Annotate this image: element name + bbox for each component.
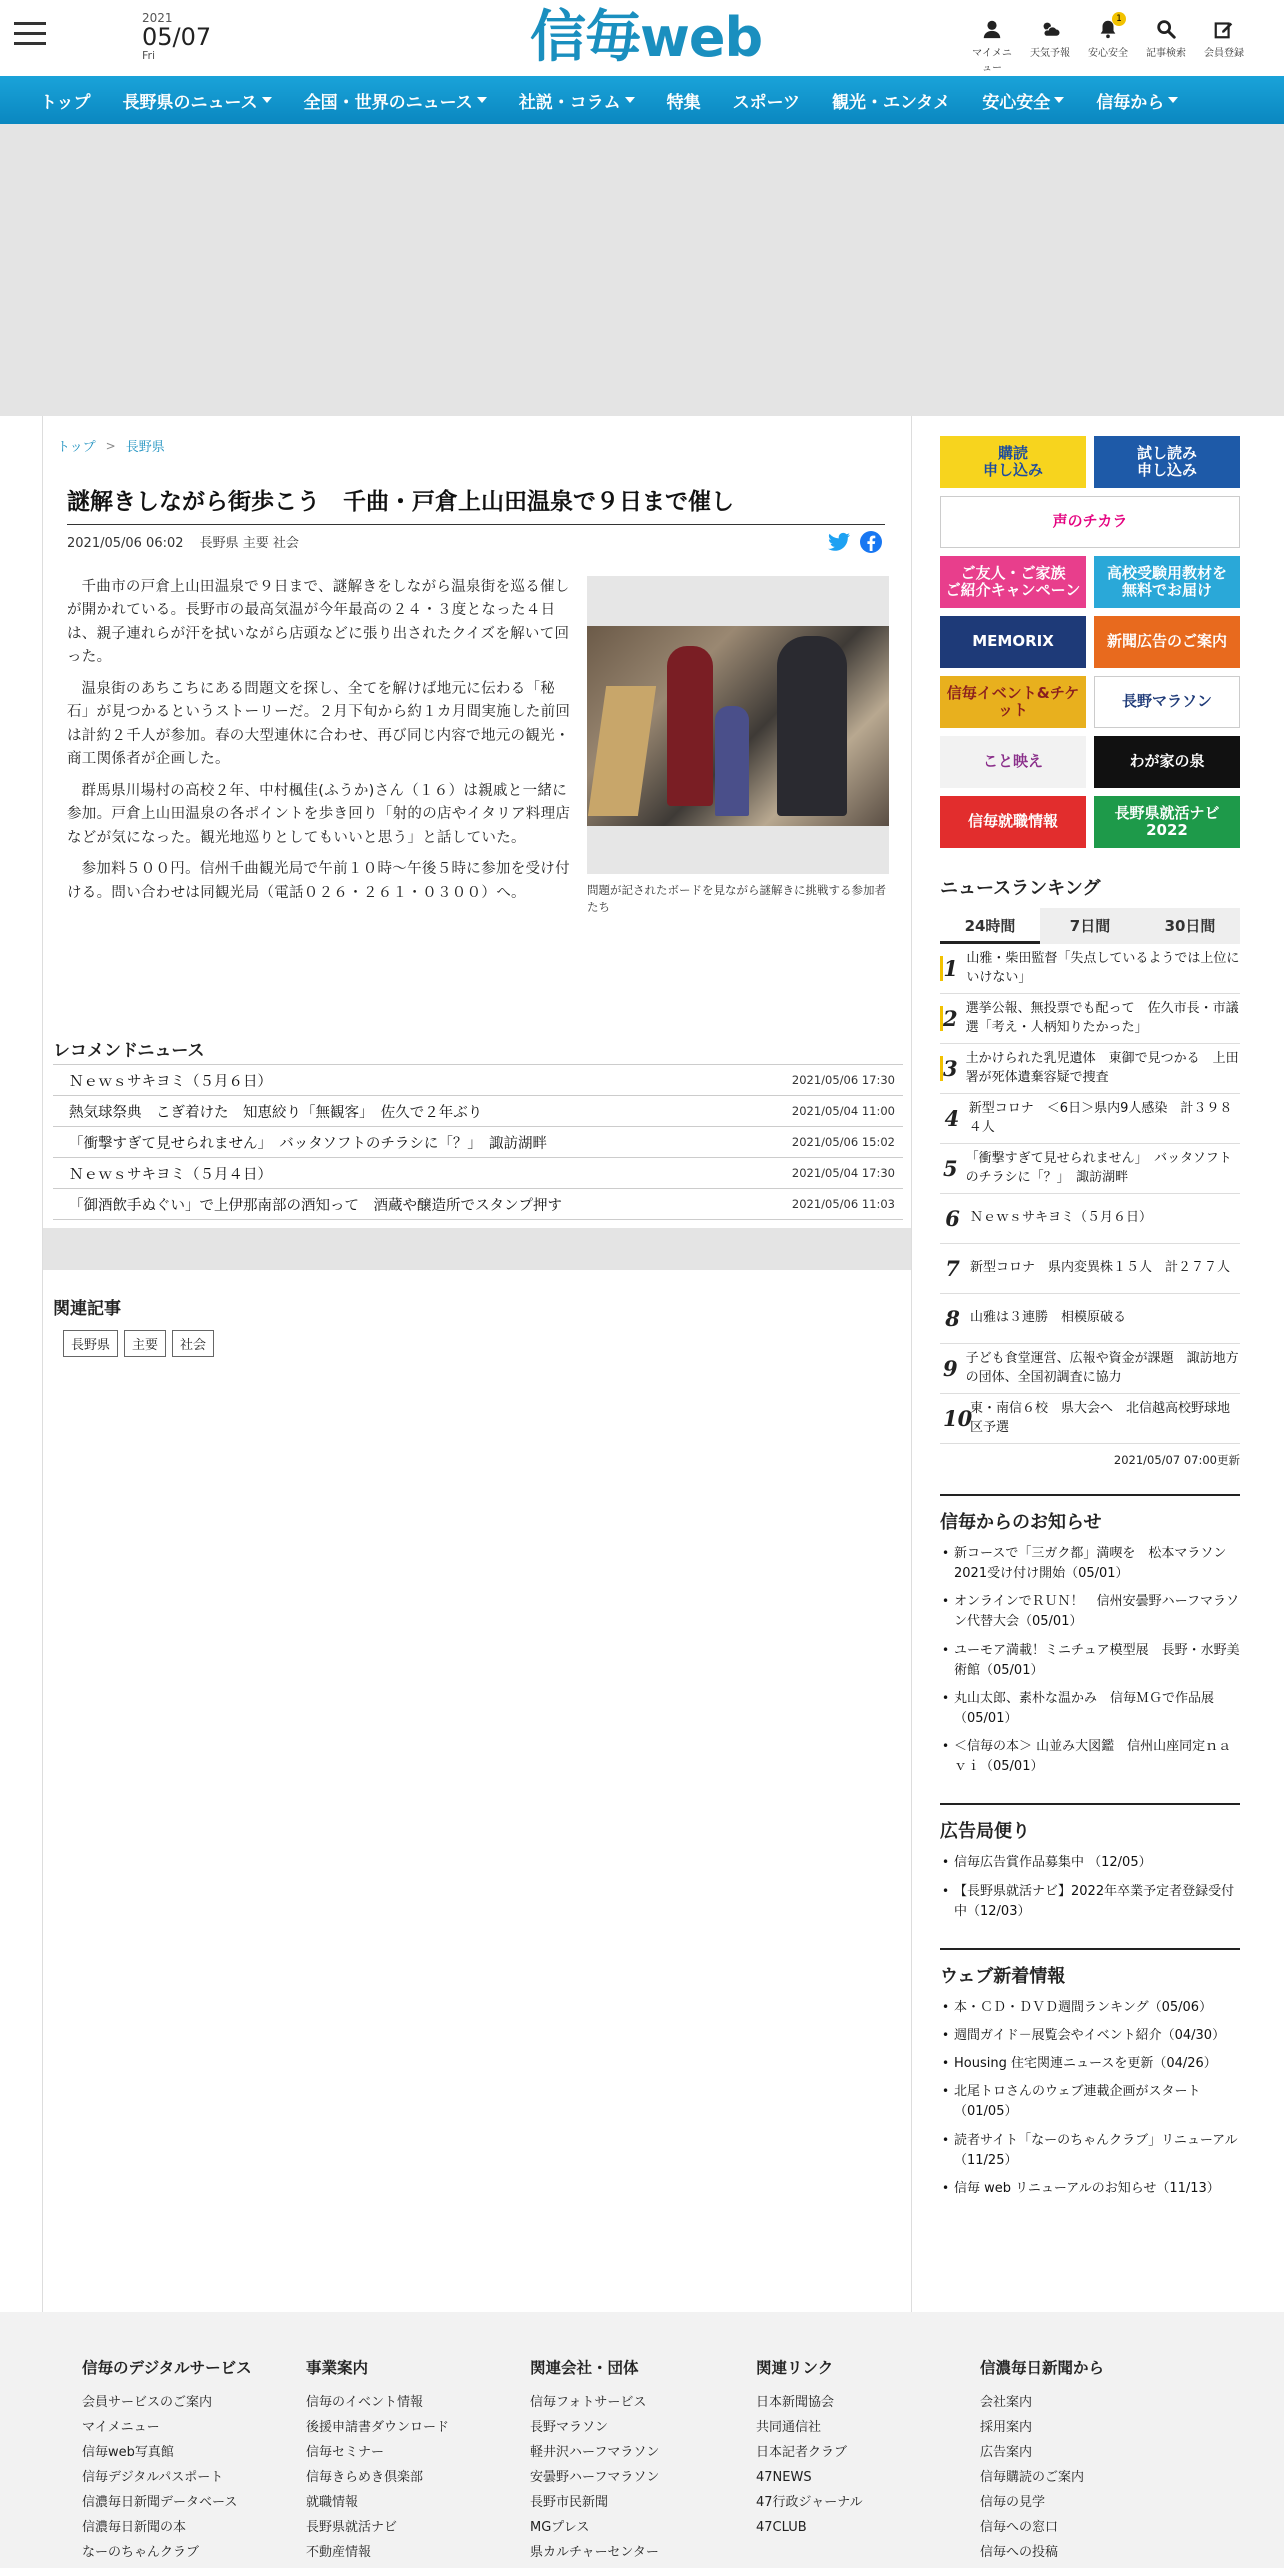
ranking-list [940, 944, 1240, 1444]
site-logo[interactable] [530, 4, 762, 71]
footer-heading: 信濃毎日新聞から [980, 2359, 1105, 2377]
recommend-item[interactable]: 熱気球祭典 こぎ着けた 知恵絞り「無観客」 佐久で２年ぶり 2021/05/04 11:00 [53, 1096, 903, 1127]
chevron-down-icon [1168, 97, 1178, 103]
article-datetime: 2021/05/06 06:02 [67, 536, 184, 551]
footer-link[interactable]: なーのちゃんクラブ [82, 2545, 200, 2560]
sidebar-banner[interactable]: 信毎就職情報 [940, 796, 1086, 848]
site-header [0, 0, 1284, 76]
ranking-title: 山雅・柴田監督「失点しているようでは上位にいけない」 [966, 950, 1240, 985]
search-button[interactable] [1142, 18, 1190, 74]
footer-link[interactable]: 長野県就活ナビ [306, 2520, 398, 2535]
footer-link[interactable]: 就職情報 [306, 2495, 359, 2510]
my-menu-button[interactable] [968, 18, 1016, 74]
ads-heading: 広告局便り [940, 1803, 1240, 1843]
ranking-number: 8 [945, 1306, 960, 1331]
header-icons [968, 14, 1248, 74]
sidebar-banner[interactable]: 新聞広告のご案内 [1094, 616, 1240, 668]
sidebar-banner[interactable]: MEMORIX [940, 616, 1086, 668]
footer-link[interactable]: 47NEWS [756, 2470, 812, 2485]
footer-link[interactable]: 不動産情報 [306, 2545, 372, 2560]
footer-link[interactable]: 信濃毎日新聞データベース [82, 2495, 238, 2510]
footer-link[interactable]: 軽井沢ハーフマラソン [530, 2445, 660, 2460]
footer-link[interactable]: 日本新聞協会 [756, 2395, 835, 2410]
nav-sports[interactable]: スポーツ [732, 92, 800, 113]
date-year: 2021 [142, 11, 173, 25]
ranking-title: 子ども食堂運営、広報や資金が課題 諏訪地方の団体、全国初調査に協力 [965, 1350, 1239, 1385]
edit-icon [1213, 18, 1235, 40]
footer-link[interactable]: 47行政ジャーナル [756, 2495, 863, 2510]
footer-link[interactable]: 信毎セミナー [306, 2445, 385, 2460]
share-buttons [827, 530, 883, 554]
recommend-item[interactable]: 「御酒飲手ぬぐい」で上伊那南部の酒知って 酒蔵や醸造所でスタンプ押す 2021/05/06 11:03 [53, 1189, 903, 1220]
ranking-item[interactable] [940, 1194, 1240, 1244]
ranking-number: 3 [940, 1056, 958, 1081]
article-meta [67, 532, 311, 551]
ranking-number: 10 [943, 1406, 973, 1431]
breadcrumb-top[interactable]: トップ [57, 440, 96, 455]
sidebar-banner[interactable]: こと映え [940, 736, 1086, 788]
footer-link[interactable]: 会社案内 [980, 2395, 1033, 2410]
sidebar-banner[interactable]: ご友人・ご家族 ご紹介キャンペーン [940, 556, 1086, 608]
footer-link[interactable]: 信毎のイベント情報 [306, 2395, 424, 2410]
safety-button[interactable] [1084, 14, 1132, 74]
logo-web: web [640, 6, 763, 69]
ranking-title: 東・南信６校 県大会へ 北信越高校野球地区予選 [970, 1400, 1231, 1435]
nav-tourism[interactable]: 観光・エンタメ [831, 92, 951, 113]
breadcrumb-nagano[interactable]: 長野県 [125, 440, 165, 455]
footer-link[interactable]: MGプレス [530, 2520, 590, 2535]
ranking-updated: 2021/05/07 07:00更新 [1113, 1453, 1240, 1467]
article-paragraph: 群馬県川場村の高校２年、中村楓佳(ふうか)さん（１６）は親戚と一緒に参加。戸倉上山田温泉の各ポイントを歩き回り「射的の店やイタリア料理店などが気になった。観光地巡りとしてもいいと思う」と話していた。 [67, 782, 571, 846]
logo-kanji: 信毎 [530, 4, 640, 70]
weather-label: 天気予報 [1030, 48, 1070, 59]
footer-link[interactable]: 信毎フォトサービス [530, 2395, 647, 2410]
footer-link[interactable]: 後援申請書ダウンロード [306, 2420, 450, 2435]
recommend-item[interactable]: Ｎｅｗｓサキヨミ（５月４日） 2021/05/04 17:30 [53, 1158, 903, 1189]
notice-item[interactable]: • ユーモア満載！ミニチュア模型展 長野・水野美術館（05/01） [940, 1641, 1240, 1681]
facebook-icon[interactable] [859, 530, 883, 554]
sidebar-banner[interactable]: 長野マラソン [1094, 676, 1240, 728]
date-month-day: 05/07 [142, 23, 212, 51]
footer-link[interactable]: 47CLUB [756, 2520, 807, 2535]
article-categories: 長野県 主要 社会 [199, 536, 299, 551]
tag-main[interactable]: 主要 [124, 1330, 166, 1357]
webnews-item[interactable]: • 北尾トロさんのウェブ連載企画がスタート（01/05） [940, 2082, 1240, 2122]
ranking-title: 選挙公報、無投票でも配って 佐久市長・市議選「考え・人柄知りたかった」 [965, 1000, 1239, 1035]
ranking-title: Ｎｅｗｓサキヨミ（５月６日） [970, 1210, 1153, 1226]
webnews-list [940, 1998, 1240, 2199]
ad-news-item[interactable]: • 【長野県就活ナビ】2022年卒業予定者登録受付中（12/03） [940, 1882, 1240, 1922]
footer-link[interactable]: 共同通信社 [756, 2420, 822, 2435]
tag-nagano[interactable]: 長野県 [63, 1330, 118, 1357]
article-paragraph: 千曲市の戸倉上山田温泉で９日まで、謎解きをしながら温泉街を巡る催しが開かれている。長野市の最高気温が今年最高の２４・３度となった４日は、親子連れらが汗を拭いながら店頭などに張り出されたクイズを解いて回った。 [67, 579, 570, 666]
chevron-down-icon [262, 97, 272, 103]
article-paragraph: 参加料５００円。信州千曲観光局で午前１０時～午後５時に参加を受け付ける。問い合わせは同観光局（電話０２６・２６１・０３００）へ。 [67, 861, 570, 901]
footer-link[interactable]: 採用案内 [980, 2420, 1033, 2435]
webnews-item[interactable]: • 読者サイト「なーのちゃんクラブ」リニューアル（11/25） [940, 2131, 1240, 2171]
nav-features[interactable]: 特集 [666, 92, 701, 113]
article-title: 謎解きしながら街歩こう 千曲・戸倉上山田温泉で９日まで催し [67, 488, 885, 525]
footer-link[interactable]: 信毎への窓口 [980, 2520, 1059, 2535]
ranking-number: 9 [943, 1356, 958, 1381]
nav-national-news[interactable]: 全国・世界のニュース [304, 88, 487, 113]
sidebar-banner[interactable]: 声のチカラ [940, 496, 1240, 548]
photo-caption: 問題が記されたボードを見ながら謎解きに挑戦する参加者たち [587, 883, 886, 915]
ranking-item[interactable] [940, 1344, 1240, 1394]
notification-badge: 1 [1112, 12, 1126, 26]
breadcrumb [57, 436, 165, 455]
footer-heading: 関連リンク [756, 2359, 834, 2377]
recommend-item[interactable]: 「衝撃すぎて見せられません」 バッタソフトのチラシに「？」 諏訪湖畔 2021/05/06 15:02 [53, 1127, 903, 1158]
ranking-number: 1 [940, 956, 958, 981]
nav-editorial[interactable]: 社説・コラム [519, 88, 635, 113]
global-nav [0, 76, 1284, 124]
hamburger-menu-icon[interactable] [14, 22, 46, 46]
ranking-title: 新型コロナ 県内変異株１５人 計２７７人 [970, 1260, 1231, 1276]
my-menu-label: マイメニュー [972, 48, 1012, 74]
footer-heading: 信毎のデジタルサービス [82, 2359, 252, 2377]
date-weekday: Fri [142, 49, 156, 62]
twitter-icon[interactable] [827, 530, 851, 554]
footer-column [530, 2356, 740, 2565]
register-button[interactable] [1200, 18, 1248, 74]
ranking-number: 2 [940, 1006, 958, 1031]
notice-item[interactable]: • ＜信毎の本＞ 山並み大図鑑 信州山座同定ｎａｖｉ（05/01） [940, 1737, 1240, 1777]
footer-link[interactable]: 長野マラソン [530, 2420, 609, 2435]
ads-list [940, 1853, 1240, 1921]
recommend-heading: レコメンドニュース [53, 1041, 205, 1061]
current-date [142, 12, 211, 61]
footer-link[interactable]: 信毎デジタルパスポート [82, 2470, 224, 2485]
search-icon [1155, 18, 1177, 40]
footer-link[interactable]: 信毎の見学 [980, 2495, 1046, 2510]
ranking-title: 「衝撃すぎて見せられません」 バッタソフトのチラシに「？」 諏訪湖畔 [965, 1150, 1232, 1185]
article-body [67, 576, 571, 913]
notices-list [940, 1544, 1240, 1777]
ranking-item[interactable] [940, 1394, 1240, 1444]
footer-column [980, 2356, 1190, 2565]
footer-heading: 事業案内 [306, 2359, 369, 2377]
article-column [42, 416, 912, 2312]
photo-image [587, 626, 889, 826]
notice-item[interactable]: • 新コースで「三ガク都」満喫を 松本マラソン2021受け付け開始（05/01） [940, 1544, 1240, 1584]
ranking-item[interactable] [940, 994, 1240, 1044]
user-icon [981, 18, 1003, 40]
footer-column [82, 2356, 292, 2565]
sidebar [940, 436, 1240, 2207]
footer-column [306, 2356, 516, 2565]
ranking-heading: ニュースランキング [940, 878, 1101, 899]
top-ad-placeholder [0, 124, 1284, 416]
footer-link[interactable]: 信毎購読のご案内 [980, 2470, 1085, 2485]
article-photo[interactable] [587, 576, 889, 874]
related-tags [63, 1330, 214, 1357]
ranking-tabs [940, 908, 1240, 944]
ranking-number: 6 [945, 1206, 960, 1231]
footer-link[interactable]: マイメニュー [82, 2420, 160, 2435]
recommend-list [53, 1064, 903, 1220]
safety-label: 安心安全 [1088, 48, 1128, 59]
ranking-item[interactable] [940, 1294, 1240, 1344]
sidebar-banner[interactable]: 高校受験用教材を 無料でお届け [1094, 556, 1240, 608]
footer-link[interactable]: 広告案内 [980, 2445, 1033, 2460]
footer-link[interactable]: 信毎への投稿 [980, 2545, 1059, 2560]
ranking-item[interactable] [940, 1244, 1240, 1294]
sidebar-banner[interactable]: 購読 申し込み [940, 436, 1086, 488]
mid-ad-placeholder [43, 1228, 911, 1270]
chevron-right-icon: > [105, 438, 116, 453]
footer-link[interactable]: 日本記者クラブ [756, 2445, 848, 2460]
tab-7days[interactable]: 7日間 [1069, 917, 1111, 935]
footer-heading: 関連会社・団体 [530, 2359, 639, 2377]
site-footer [0, 2312, 1284, 2568]
footer-link[interactable]: 信毎web写真館 [82, 2445, 174, 2460]
sidebar-banner[interactable]: わが家の泉 [1094, 736, 1240, 788]
recommend-item[interactable]: Ｎｅｗｓサキヨミ（５月６日） 2021/05/06 17:30 [53, 1065, 903, 1096]
ranking-number: 5 [943, 1156, 958, 1181]
footer-link[interactable]: 長野市民新聞 [530, 2495, 609, 2510]
search-label: 記事検索 [1146, 48, 1186, 59]
webnews-heading: ウェブ新着情報 [940, 1948, 1240, 1988]
ranking-item[interactable] [940, 944, 1240, 994]
tab-30days[interactable]: 30日間 [1164, 917, 1216, 935]
sidebar-banner[interactable]: 試し読み 申し込み [1094, 436, 1240, 488]
banner-grid [940, 436, 1240, 848]
webnews-item[interactable]: • 週間ガイド－展覧会やイベント紹介（04/30） [940, 2026, 1240, 2046]
webnews-item[interactable]: • 信毎 web リニューアルのお知らせ（11/13） [940, 2179, 1240, 2199]
chevron-down-icon [1054, 97, 1064, 103]
footer-link[interactable]: 安曇野ハーフマラソン [530, 2470, 660, 2485]
footer-link[interactable]: 会員サービスのご案内 [82, 2395, 213, 2410]
chevron-down-icon [477, 97, 487, 103]
tab-24h[interactable]: 24時間 [940, 908, 1040, 944]
footer-link[interactable]: 県カルチャーセンター [530, 2545, 659, 2560]
chevron-down-icon [625, 97, 635, 103]
ranking-item[interactable] [940, 1144, 1240, 1194]
ranking-number: 4 [944, 1106, 960, 1131]
ranking-title: 土かけられた乳児遺体 東御で見つかる 上田署が死体遺棄容疑で捜査 [965, 1050, 1239, 1085]
ranking-item[interactable] [940, 1094, 1240, 1144]
footer-column [756, 2356, 966, 2540]
footer-link[interactable]: 信毎きらめき倶楽部 [306, 2470, 424, 2485]
weather-icon [1039, 18, 1061, 40]
ranking-title: 山雅は３連勝 相模原破る [970, 1310, 1127, 1326]
register-label: 会員登録 [1204, 48, 1244, 59]
tag-society[interactable]: 社会 [172, 1330, 214, 1357]
ad-news-item[interactable]: • 信毎広告賞作品募集中 （12/05） [940, 1853, 1240, 1873]
nav-from-shinmai[interactable]: 信毎から [1096, 88, 1178, 113]
weather-button[interactable] [1026, 18, 1074, 74]
sidebar-banner[interactable]: 長野県就活ナビ2022 [1094, 796, 1240, 848]
nav-nagano-news[interactable]: 長野県のニュース [123, 88, 272, 113]
notices-heading: 信毎からのお知らせ [940, 1494, 1240, 1534]
notice-item[interactable]: • オンラインでＲＵＮ！ 信州安曇野ハーフマラソン代替大会（05/01） [940, 1592, 1240, 1632]
ranking-item[interactable] [940, 1044, 1240, 1094]
webnews-item[interactable]: • Housing 住宅関連ニュースを更新（04/26） [940, 2054, 1240, 2074]
related-heading: 関連記事 [53, 1299, 121, 1319]
nav-top[interactable]: トップ [40, 92, 91, 113]
notice-item[interactable]: • 丸山太郎、素朴な温かみ 信毎ＭＧで作品展（05/01） [940, 1689, 1240, 1729]
article-paragraph: 温泉街のあちこちにある問題文を探し、全てを解けば地元に伝わる「秘石」が見つかるというストーリーだ。２月下旬から約１カ月間実施した前回は計約２千人が参加。春の大型連休に合わせ、再び同じ内容で地元の観光・商工関係者が企画した。 [67, 680, 571, 768]
footer-link[interactable]: 信濃毎日新聞の本 [82, 2520, 187, 2535]
sidebar-banner[interactable]: 信毎イベント&チケット [940, 676, 1086, 728]
ranking-number: 7 [945, 1256, 960, 1281]
nav-safety[interactable]: 安心安全 [982, 88, 1064, 113]
ranking-title: 新型コロナ ＜6日＞県内9人感染 計３９８４人 [968, 1100, 1233, 1135]
webnews-item[interactable]: • 本・ＣＤ・ＤＶＤ週間ランキング（05/06） [940, 1998, 1240, 2018]
